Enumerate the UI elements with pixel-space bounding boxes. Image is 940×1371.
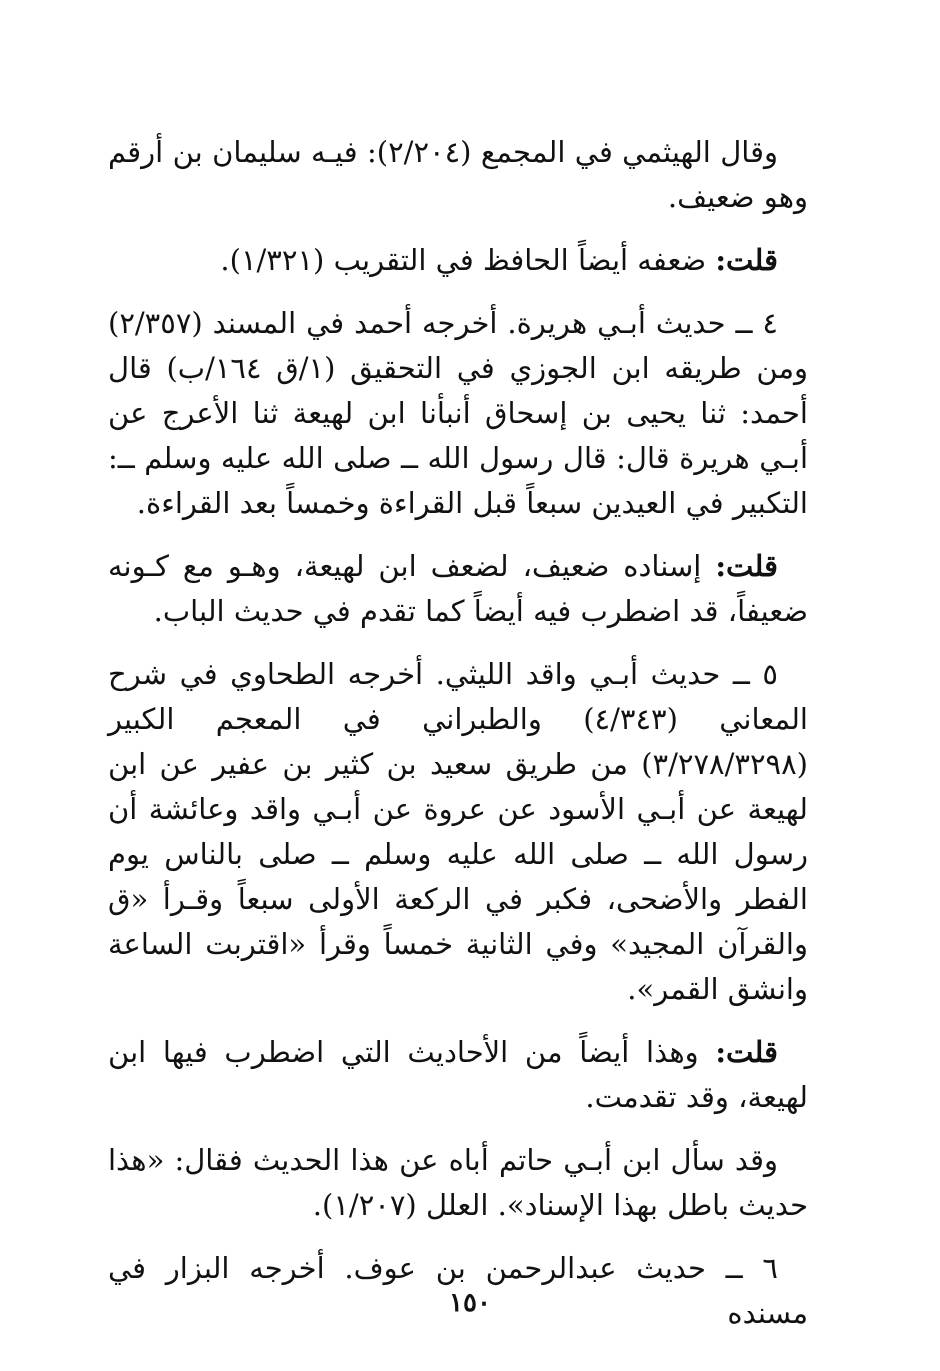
paragraph-text: ٦ ــ حديث عبدالرحمن بن عوف. أخرجه البزار في مسنده (108, 1251, 808, 1330)
paragraph-hadith-abu-waqid (108, 652, 808, 1012)
paragraph-text: ضعفه أيضاً الحافظ في التقريب (١/٣٢١). (220, 243, 716, 277)
paragraph-text: وهذا أيضاً من الأحاديث التي اضطرب فيها ابن لهيعة، وقد تقدمت. (108, 1035, 808, 1114)
page-number: ١٥٠ (449, 1288, 491, 1318)
body-text (108, 130, 808, 1336)
paragraph-hadith-abu-hurayra (108, 301, 808, 526)
paragraph-text: وقال الهيثمي في المجمع (٢/٢٠٤): فيـه سليمان بن أرقم وهو ضعيف. (108, 135, 808, 214)
paragraph-text: إسناده ضعيف، لضعف ابن لهيعة، وهـو مع كـونه ضعيفاً، قد اضطرب فيه أيضاً كما تقدم في حديث الباب. (108, 549, 808, 628)
paragraph-haythami (108, 130, 808, 220)
qultu-label: قلت: (715, 549, 778, 583)
qultu-label: قلت: (715, 243, 778, 277)
paragraph-qultu-taqrib (108, 238, 808, 283)
paragraph-text: وقد سأل ابن أبـي حاتم أباه عن هذا الحديث فقال: «هذا حديث باطل بهذا الإسناد». العلل (١/٢٠٧). (108, 1143, 808, 1222)
paragraph-text: ٥ ــ حديث أبـي واقد الليثي. أخرجه الطحاوي في شرح المعاني (٤/٣٤٣) والطبراني في المعجم الكبير (٣/٢٧٨/٣٢٩٨) من طريق سعيد بن كثير بن عفير عن ابن لهيعة عن أبـي الأسود عن عروة عن أبـي واقد وعائشة أن رسول الله ــ صلى الله عليه وسلم ــ صلى بالناس يوم الفطر والأضحى، فكبر في الركعة الأولى سبعاً وقـرأ «ق والقرآن المجيد» وفي الثانية خمساً وقرأ «اقتربت الساعة وانشق القمر». (108, 657, 808, 1006)
paragraph-qultu-isnad (108, 544, 808, 634)
paragraph-text: ٤ ــ حديث أبـي هريرة. أخرجه أحمد في المسند (٢/٣٥٧) ومن طريقه ابن الجوزي في التحقيق (١/ق ١٦٤/ب) قال أحمد: ثنا يحيى بن إسحاق أنبأنا ابن لهيعة ثنا الأعرج عن أبـي هريرة قال: قال رسول الله ــ صلى الله عليه وسلم ــ: التكبير في العيدين سبعاً قبل القراءة وخمساً بعد القراءة. (108, 306, 808, 520)
qultu-label: قلت: (715, 1035, 778, 1069)
paragraph-qultu-idtirab (108, 1030, 808, 1120)
paragraph-ibn-abi-hatim (108, 1138, 808, 1228)
